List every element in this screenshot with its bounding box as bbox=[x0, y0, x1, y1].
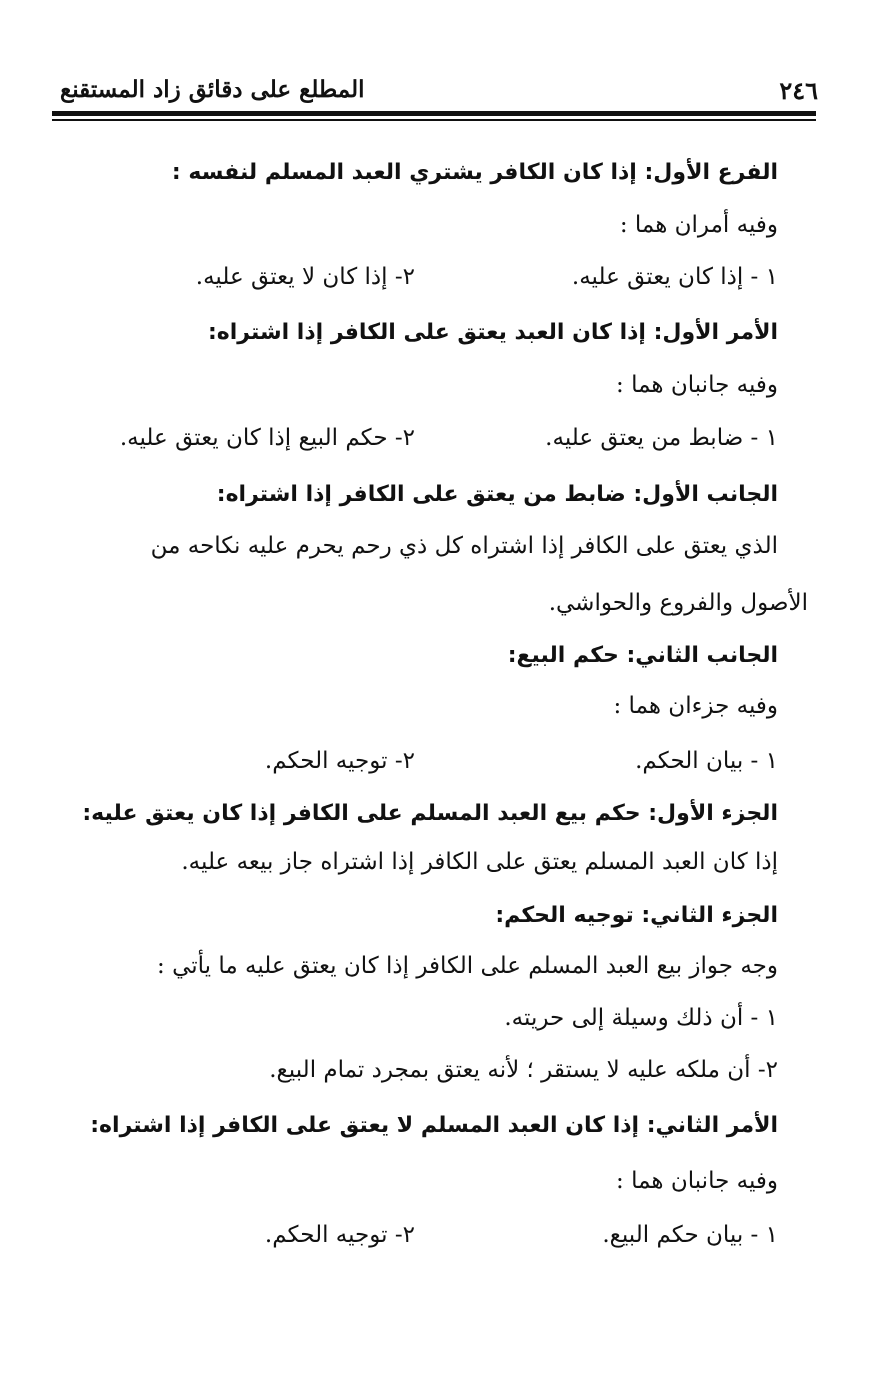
section-heading: الجانب الثاني: حكم البيع: bbox=[507, 643, 778, 668]
page-header bbox=[60, 76, 818, 112]
header-rule-thin bbox=[52, 119, 816, 121]
section-heading: الأمر الأول: إذا كان العبد يعتق على الكافر إذا اشتراه: bbox=[207, 320, 778, 345]
section-heading: الجزء الأول: حكم بيع العبد المسلم على الكافر إذا كان يعتق عليه: bbox=[82, 801, 778, 826]
list-item-first: ١ - إذا كان يعتق عليه. bbox=[571, 264, 778, 290]
body-text: وفيه أمران هما : bbox=[619, 212, 778, 238]
running-title: المطلع على دقائق زاد المستقنع bbox=[60, 76, 365, 103]
body-text: وجه جواز بيع العبد المسلم على الكافر إذا كان يعتق عليه ما يأتي : bbox=[157, 953, 778, 979]
section-heading: الفرع الأول: إذا كان الكافر يشتري العبد المسلم لنفسه : bbox=[171, 160, 778, 185]
list-item-first: ١ - ضابط من يعتق عليه. bbox=[545, 425, 778, 451]
list-item-first: ١ - بيان الحكم. bbox=[635, 748, 778, 774]
body-text: الأصول والفروع والحواشي. bbox=[548, 590, 808, 616]
body-text: وفيه جانبان هما : bbox=[616, 1168, 778, 1194]
body-text: وفيه جزءان هما : bbox=[613, 693, 778, 719]
page-number: ٢٤٦ bbox=[779, 76, 818, 105]
body-text: وفيه جانبان هما : bbox=[616, 372, 778, 398]
list-item-second: ٢- حكم البيع إذا كان يعتق عليه. bbox=[119, 425, 415, 451]
section-heading: الجانب الأول: ضابط من يعتق على الكافر إذا اشتراه: bbox=[216, 482, 778, 507]
body-text: ٢- أن ملكه عليه لا يستقر ؛ لأنه يعتق بمجرد تمام البيع. bbox=[269, 1057, 778, 1083]
header-rule-thick bbox=[52, 111, 816, 116]
body-text: إذا كان العبد المسلم يعتق على الكافر إذا اشتراه جاز بيعه عليه. bbox=[181, 849, 778, 875]
body-text: الذي يعتق على الكافر إذا اشتراه كل ذي رحم يحرم عليه نكاحه من bbox=[150, 533, 778, 559]
list-item-second: ٢- إذا كان لا يعتق عليه. bbox=[195, 264, 415, 290]
list-item-first: ١ - بيان حكم البيع. bbox=[602, 1222, 778, 1248]
body-text: ١ - أن ذلك وسيلة إلى حريته. bbox=[504, 1005, 778, 1031]
section-heading: الأمر الثاني: إذا كان العبد المسلم لا يعتق على الكافر إذا اشتراه: bbox=[90, 1113, 778, 1138]
section-heading: الجزء الثاني: توجيه الحكم: bbox=[495, 903, 778, 928]
list-item-second: ٢- توجيه الحكم. bbox=[264, 1222, 415, 1248]
list-item-second: ٢- توجيه الحكم. bbox=[264, 748, 415, 774]
